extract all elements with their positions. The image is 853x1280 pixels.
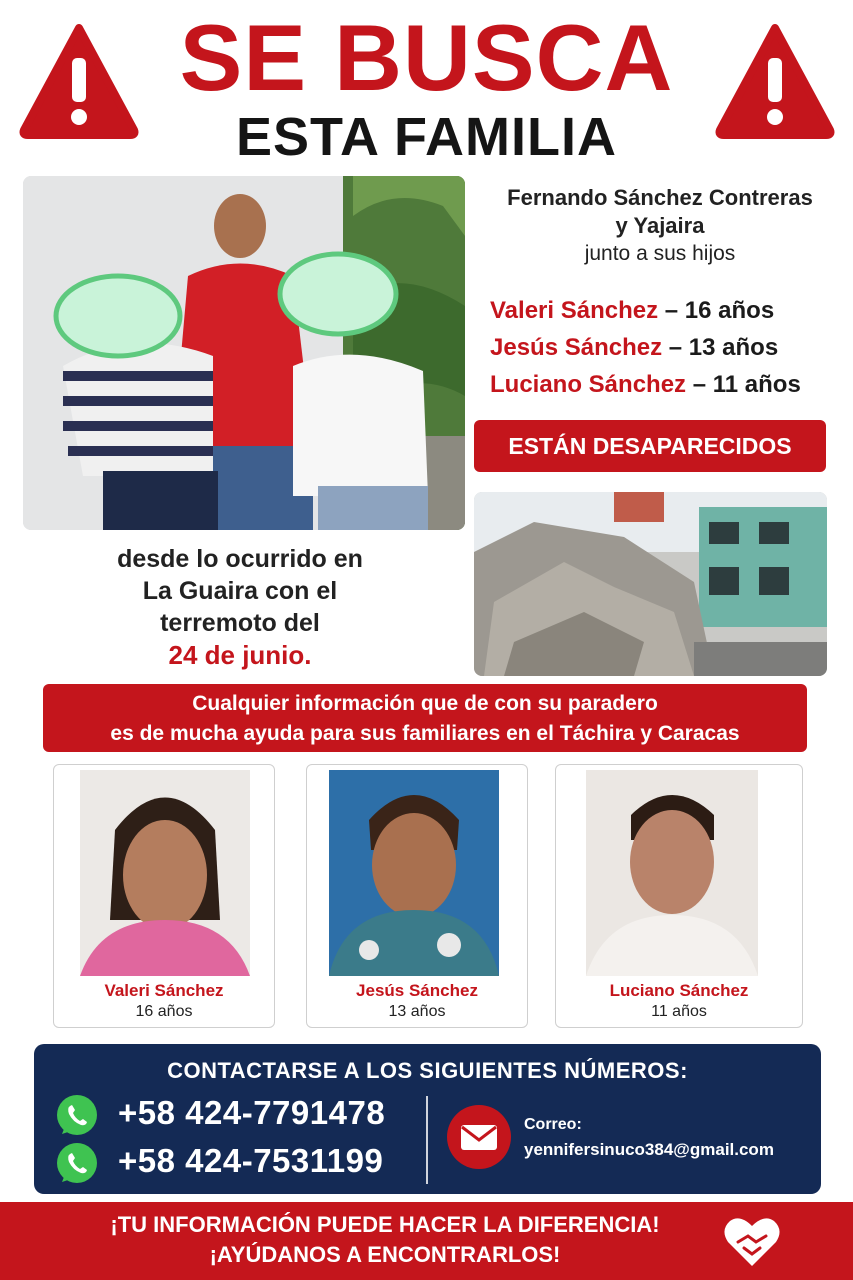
footer-line: ¡AYÚDANOS A ENCONTRARLOS! <box>209 1242 561 1267</box>
child-card <box>306 764 528 1028</box>
child-card-age: 16 años <box>135 1003 193 1020</box>
child-photo <box>329 770 499 976</box>
child-card-name: Luciano Sánchez <box>609 981 749 1000</box>
earthquake-photo <box>474 492 827 676</box>
warning-triangle-icon <box>714 22 836 140</box>
event-line: La Guaira con el <box>142 577 338 605</box>
whatsapp-icon <box>54 1092 100 1138</box>
email-address[interactable]: yennifersinuco384@gmail.com <box>524 1140 774 1159</box>
missing-status-badge: ESTÁN DESAPARECIDOS <box>474 420 826 472</box>
whatsapp-icon <box>54 1140 100 1186</box>
child-card <box>53 764 275 1028</box>
child-name: Valeri Sánchez <box>490 297 659 324</box>
list-item <box>490 366 830 403</box>
info-banner <box>43 684 807 752</box>
family-photo <box>23 176 465 530</box>
parent-name: Fernando Sánchez Contreras <box>507 185 813 210</box>
warning-triangle-icon <box>18 22 140 140</box>
footer-banner <box>0 1202 853 1280</box>
poster-title: SE BUSCA <box>179 5 674 110</box>
child-card <box>555 764 803 1028</box>
info-line: Cualquier información que de con su paradero <box>192 692 658 715</box>
child-name: Jesús Sánchez <box>490 334 663 361</box>
footer-line: ¡TU INFORMACIÓN PUEDE HACER LA DIFERENCIA! <box>110 1212 660 1237</box>
phone-number[interactable]: +58 424-7791478 <box>118 1094 386 1131</box>
child-card-name: Jesús Sánchez <box>356 981 478 1000</box>
poster-subtitle: ESTA FAMILIA <box>236 107 617 167</box>
email-label: Correo: <box>524 1116 582 1133</box>
divider <box>426 1096 428 1184</box>
parent-name: y Yajaira <box>615 213 705 238</box>
phone-number[interactable]: +58 424-7531199 <box>118 1142 384 1179</box>
contact-heading: CONTACTARSE A LOS SIGUIENTES NÚMEROS: <box>167 1058 688 1083</box>
info-line: es de mucha ayuda para sus familiares en el Táchira y Caracas <box>110 722 740 745</box>
event-line: desde lo ocurrido en <box>117 545 363 573</box>
child-age: – 11 años <box>692 371 801 398</box>
envelope-icon <box>446 1104 512 1170</box>
child-card-age: 11 años <box>651 1003 707 1020</box>
child-age: – 16 años <box>664 297 775 324</box>
heart-handshake-icon <box>722 1212 782 1270</box>
child-card-age: 13 años <box>388 1003 446 1020</box>
child-card-name: Valeri Sánchez <box>104 981 224 1000</box>
child-age: – 13 años <box>668 334 779 361</box>
child-name: Luciano Sánchez <box>490 371 687 398</box>
contact-panel <box>34 1044 821 1194</box>
event-line: terremoto del <box>160 609 320 637</box>
child-photo <box>80 770 250 976</box>
children-list <box>490 292 830 403</box>
event-description <box>60 543 420 671</box>
list-item <box>490 329 830 366</box>
child-photo <box>586 770 758 976</box>
parents-block <box>474 184 846 268</box>
with-children-text: junto a sus hijos <box>584 242 736 265</box>
list-item <box>490 292 830 329</box>
event-date: 24 de junio. <box>168 640 312 670</box>
